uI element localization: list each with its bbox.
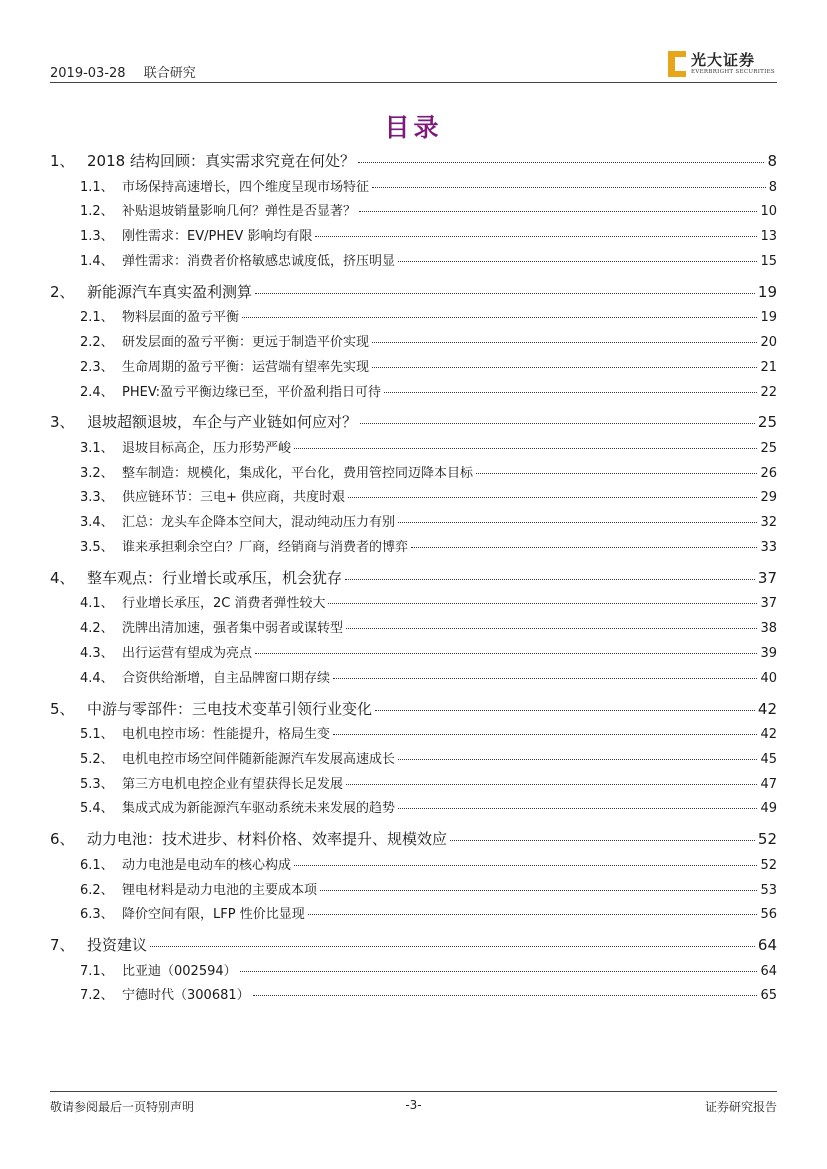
toc-subsection[interactable] <box>50 617 777 642</box>
toc-number: 6.3、 <box>80 907 114 923</box>
toc-page-number: 37 <box>757 568 777 587</box>
toc-page-number: 49 <box>760 801 777 817</box>
toc-number: 5.3、 <box>80 776 114 792</box>
toc-number: 3.5、 <box>80 540 114 556</box>
toc-section[interactable] <box>50 565 777 593</box>
table-of-contents <box>50 148 777 1009</box>
toc-page-number: 64 <box>760 963 777 979</box>
toc-number: 3.1、 <box>80 440 114 456</box>
toc-page-number: 42 <box>757 699 777 718</box>
toc-leader-dots <box>308 913 758 915</box>
everbright-logo-icon <box>666 49 688 79</box>
toc-subsection[interactable] <box>50 960 777 985</box>
toc-subsection[interactable] <box>50 250 777 275</box>
toc-subsection[interactable] <box>50 462 777 487</box>
toc-leader-dots <box>359 210 757 212</box>
toc-number: 7、 <box>50 936 75 955</box>
toc-number: 3.4、 <box>80 515 114 531</box>
toc-subsection[interactable] <box>50 176 777 201</box>
toc-leader-dots <box>372 186 766 188</box>
toc-number: 4.4、 <box>80 670 114 686</box>
toc-number: 5、 <box>50 699 75 718</box>
toc-leader-dots <box>450 839 755 841</box>
toc-page-number: 22 <box>760 384 777 400</box>
toc-subsection[interactable] <box>50 356 777 381</box>
header-divider <box>50 82 777 83</box>
toc-leader-dots <box>384 391 757 393</box>
toc-title: 谁来承担剩余空白？厂商，经销商与消费者的博弈 <box>122 540 409 556</box>
toc-number: 4.1、 <box>80 596 114 612</box>
toc-title: 动力电池：技术进步、材料价格、效率提升、规模效应 <box>87 830 448 849</box>
toc-number: 5.1、 <box>80 727 114 743</box>
toc-subsection[interactable] <box>50 723 777 748</box>
toc-subsection[interactable] <box>50 879 777 904</box>
toc-subsection[interactable] <box>50 511 777 536</box>
toc-title: 行业增长承压，2C 消费者弹性较大 <box>122 596 326 612</box>
report-type: 联合研究 <box>143 66 196 81</box>
toc-page-number: 29 <box>760 490 777 506</box>
toc-leader-dots <box>398 807 757 809</box>
toc-number: 2.3、 <box>80 359 114 375</box>
toc-subsection[interactable] <box>50 306 777 331</box>
toc-subsection[interactable] <box>50 486 777 511</box>
footer-disclaimer: 敬请参阅最后一页特别声明 <box>50 1100 195 1114</box>
toc-title: 生命周期的盈亏平衡：运营端有望率先实现 <box>122 359 370 375</box>
toc-page-number: 26 <box>760 465 777 481</box>
toc-number: 1.1、 <box>80 179 114 195</box>
toc-section[interactable] <box>50 932 777 960</box>
toc-title: 刚性需求：EV/PHEV 影响均有限 <box>122 229 313 245</box>
toc-leader-dots <box>358 161 765 163</box>
toc-title: 市场保持高速增长，四个维度呈现市场特征 <box>122 179 370 195</box>
toc-number: 4、 <box>50 568 75 587</box>
logo-chinese-name: 光大证券 <box>691 51 756 69</box>
toc-leader-dots <box>333 733 757 735</box>
toc-leader-dots <box>348 496 757 498</box>
toc-subsection[interactable] <box>50 797 777 822</box>
toc-title: 投资建议 <box>87 936 148 955</box>
toc-page-number: 40 <box>760 670 777 686</box>
toc-number: 7.2、 <box>80 988 114 1004</box>
toc-leader-dots <box>398 260 757 262</box>
toc-title: PHEV:盈亏平衡边缘已至，平价盈利指日可待 <box>122 384 382 400</box>
toc-title: 研发层面的盈亏平衡：更远于制造平价实现 <box>122 334 370 350</box>
toc-page-number: 25 <box>760 440 777 456</box>
toc-page-number: 52 <box>760 857 777 873</box>
toc-subsection[interactable] <box>50 854 777 879</box>
toc-title: 补贴退坡销量影响几何？弹性是否显著？ <box>122 204 357 220</box>
footer-divider <box>50 1091 777 1092</box>
toc-leader-dots <box>333 677 757 679</box>
toc-title: 合资供给渐增，自主品牌窗口期存续 <box>122 670 331 686</box>
toc-leader-dots <box>242 316 757 318</box>
toc-title: 宁德时代（300681） <box>122 988 250 1004</box>
toc-title: 弹性需求：消费者价格敏感忠诚度低，挤压明显 <box>122 253 396 269</box>
toc-page-number: 52 <box>757 830 777 849</box>
toc-number: 3.2、 <box>80 465 114 481</box>
toc-subsection[interactable] <box>50 536 777 561</box>
toc-page-number: 8 <box>767 152 777 170</box>
toc-title: 2018 结构回顾：真实需求究竟在何处？ <box>87 152 355 170</box>
toc-leader-dots <box>372 366 757 368</box>
toc-subsection[interactable] <box>50 592 777 617</box>
toc-number: 3.3、 <box>80 490 114 506</box>
toc-number: 2.1、 <box>80 310 114 326</box>
toc-leader-dots <box>315 235 757 237</box>
toc-title: 动力电池是电动车的核心构成 <box>122 857 292 873</box>
toc-leader-dots <box>398 521 757 523</box>
toc-title: 整车制造：规模化，集成化，平台化，费用管控同迈降本目标 <box>122 465 474 481</box>
toc-leader-dots <box>255 652 757 654</box>
toc-subsection[interactable] <box>50 200 777 225</box>
toc-leader-dots <box>294 864 757 866</box>
toc-number: 3、 <box>50 413 75 432</box>
toc-number: 5.4、 <box>80 801 114 817</box>
toc-page-number: 19 <box>760 310 777 326</box>
toc-page-number: 10 <box>760 204 777 220</box>
toc-subsection[interactable] <box>50 331 777 356</box>
toc-page-number: 45 <box>760 751 777 767</box>
toc-number: 6、 <box>50 830 75 849</box>
toc-subsection[interactable] <box>50 773 777 798</box>
toc-section[interactable] <box>50 279 777 307</box>
toc-page-number: 21 <box>760 359 777 375</box>
toc-section[interactable] <box>50 826 777 854</box>
toc-page-number: 47 <box>760 776 777 792</box>
toc-leader-dots <box>360 422 755 424</box>
toc-leader-dots <box>255 292 755 294</box>
toc-page-number: 25 <box>757 413 777 432</box>
toc-page-number: 15 <box>760 253 777 269</box>
toc-page-number: 37 <box>760 596 777 612</box>
toc-title: 物料层面的盈亏平衡 <box>122 310 240 326</box>
toc-leader-dots <box>150 945 755 947</box>
toc-subsection[interactable] <box>50 984 777 1009</box>
toc-leader-dots <box>346 783 757 785</box>
toc-page-number: 65 <box>760 988 777 1004</box>
toc-page-number: 32 <box>760 515 777 531</box>
toc-title: 电机电控市场空间伴随新能源汽车发展高速成长 <box>122 751 396 767</box>
toc-leader-dots <box>476 472 757 474</box>
toc-section[interactable] <box>50 696 777 724</box>
toc-title: 退坡目标高企，压力形势严峻 <box>122 440 292 456</box>
toc-leader-dots <box>411 546 757 548</box>
toc-leader-dots <box>253 994 758 996</box>
toc-leader-dots <box>240 970 758 972</box>
toc-title: 供应链环节：三电+ 供应商，共度时艰 <box>122 490 346 506</box>
toc-subsection[interactable] <box>50 667 777 692</box>
toc-leader-dots <box>328 602 757 604</box>
toc-page-number: 39 <box>760 645 777 661</box>
toc-number: 2.4、 <box>80 384 114 400</box>
report-date: 2019-03-28 <box>50 66 126 81</box>
toc-leader-dots <box>294 447 757 449</box>
toc-leader-dots <box>345 578 755 580</box>
toc-page-number: 13 <box>760 229 777 245</box>
toc-section[interactable] <box>50 409 777 437</box>
toc-title: 比亚迪（002594） <box>122 963 237 979</box>
toc-subsection[interactable] <box>50 748 777 773</box>
footer-page-number: -3- <box>405 1098 422 1112</box>
toc-page-number: 20 <box>760 334 777 350</box>
toc-title: 集成式成为新能源汽车驱动系统未来发展的趋势 <box>122 801 396 817</box>
toc-number: 1.4、 <box>80 253 114 269</box>
toc-title: 洗牌出清加速，强者集中弱者或谋转型 <box>122 621 344 637</box>
toc-title: 出行运营有望成为亮点 <box>122 645 253 661</box>
toc-subsection[interactable] <box>50 903 777 928</box>
toc-page-number: 8 <box>768 179 777 195</box>
toc-number: 2、 <box>50 282 75 301</box>
toc-leader-dots <box>346 627 757 629</box>
toc-page-number: 53 <box>760 882 777 898</box>
toc-number: 1.2、 <box>80 204 114 220</box>
footer-report-label: 证券研究报告 <box>704 1100 777 1114</box>
toc-title: 汇总：龙头车企降本空间大，混动纯动压力有别 <box>122 515 396 531</box>
toc-leader-dots <box>320 889 757 891</box>
toc-leader-dots <box>398 758 757 760</box>
toc-title: 退坡超额退坡，车企与产业链如何应对？ <box>87 413 358 432</box>
toc-title: 降价空间有限，LFP 性价比显现 <box>122 907 305 923</box>
toc-title: 第三方电机电控企业有望获得长足发展 <box>122 776 344 792</box>
toc-subsection[interactable] <box>50 437 777 462</box>
toc-page-number: 64 <box>757 936 777 955</box>
toc-page-number: 19 <box>757 282 777 301</box>
toc-page-number: 33 <box>760 540 777 556</box>
toc-leader-dots <box>372 341 757 343</box>
toc-title: 中游与零部件：三电技术变革引领行业变化 <box>87 699 373 718</box>
toc-number: 4.2、 <box>80 621 114 637</box>
toc-leader-dots <box>375 709 755 711</box>
toc-number: 6.1、 <box>80 857 114 873</box>
header-info <box>50 62 210 81</box>
toc-page-number: 38 <box>760 621 777 637</box>
toc-number: 4.3、 <box>80 645 114 661</box>
toc-page-number: 42 <box>760 727 777 743</box>
toc-number: 1.3、 <box>80 229 114 245</box>
toc-subsection[interactable] <box>50 381 777 406</box>
toc-subsection[interactable] <box>50 225 777 250</box>
toc-number: 2.2、 <box>80 334 114 350</box>
toc-page-number: 56 <box>760 907 777 923</box>
toc-title: 电机电控市场：性能提升，格局生变 <box>122 727 331 743</box>
toc-number: 1、 <box>50 152 75 170</box>
toc-section[interactable] <box>50 148 777 176</box>
page-title: 目录 <box>384 113 443 142</box>
toc-title: 新能源汽车真实盈利测算 <box>87 282 253 301</box>
toc-title: 整车观点：行业增长或承压，机会犹存 <box>87 568 343 587</box>
everbright-logo <box>666 49 775 79</box>
toc-number: 6.2、 <box>80 882 114 898</box>
logo-english-name: EVERBRIGHT SECURITIES <box>691 69 775 75</box>
toc-number: 5.2、 <box>80 751 114 767</box>
toc-number: 7.1、 <box>80 963 114 979</box>
toc-title: 锂电材料是动力电池的主要成本项 <box>122 882 318 898</box>
toc-subsection[interactable] <box>50 642 777 667</box>
